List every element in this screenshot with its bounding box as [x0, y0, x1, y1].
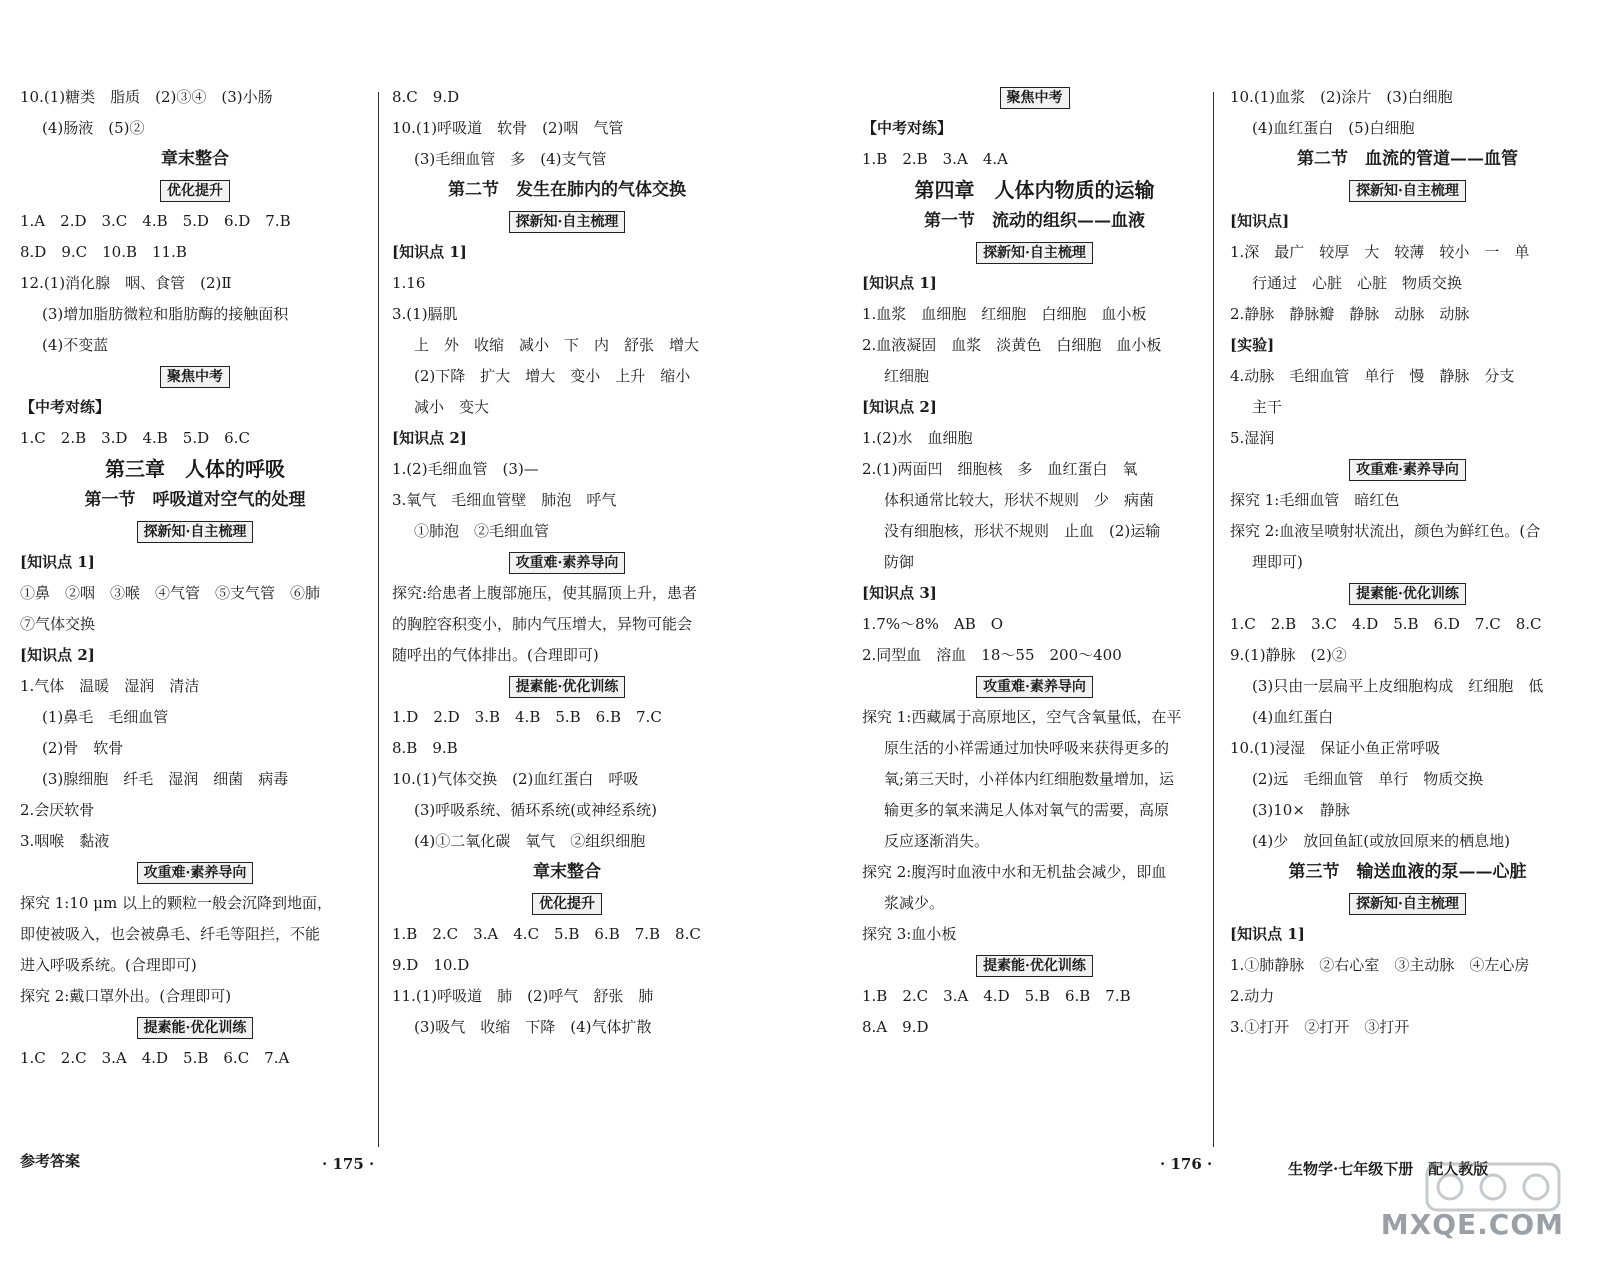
answer-line: ⑦气体交换 [20, 615, 96, 633]
answer-line: (3)吸气 收缩 下降 (4)气体扩散 [414, 1018, 652, 1036]
column-4 [1230, 82, 1585, 1043]
answer-line: (1)鼻毛 毛细血管 [42, 708, 169, 726]
answer-line: 3.①打开 ②打开 ③打开 [1230, 1018, 1410, 1036]
answer-line: 9.(1)静脉 (2)② [1230, 646, 1347, 664]
answer-line: 探究 1:毛细血管 暗红色 [1230, 491, 1400, 509]
answer-line: 10.(1)浸湿 保证小鱼正常呼吸 [1230, 739, 1441, 757]
section-title: 第一节 流动的组织——血液 [924, 211, 1145, 231]
section-box-wrap [1230, 175, 1585, 206]
knowledge-tag: [知识点 1] [862, 274, 937, 292]
answer-line: 2.同型血 溶血 18～55 200～400 [862, 646, 1122, 664]
answer-line: 反应逐渐消失。 [884, 832, 990, 850]
column-divider-left-page [378, 92, 379, 1147]
answer-line: (2)骨 软骨 [42, 739, 124, 757]
answer-line: (2)下降 扩大 增大 变小 上升 缩小 [414, 367, 691, 385]
section-box-label: 提素能·优化训练 [1349, 583, 1466, 605]
section-box-wrap [20, 516, 370, 547]
answer-line: 8.C 9.D [392, 88, 460, 106]
section-box-wrap [20, 857, 370, 888]
answer-line: 1.深 最广 较厚 大 较薄 较小 一 单 [1230, 243, 1530, 261]
answer-line: 1.①肺静脉 ②右心室 ③主动脉 ④左心房 [1230, 956, 1530, 974]
section-box-wrap [1230, 578, 1585, 609]
answer-line: ①鼻 ②咽 ③喉 ④气管 ⑤支气管 ⑥肺 [20, 584, 321, 602]
section-box-label: 攻重难·素养导向 [137, 862, 254, 884]
section-box-wrap [20, 175, 370, 206]
answer-line: 即使被吸入，也会被鼻毛、纤毛等阻拦，不能 [20, 925, 321, 943]
section-box-label: 优化提升 [532, 893, 602, 915]
section-box-wrap [862, 82, 1207, 113]
section-title: 章末整合 [161, 149, 229, 169]
answer-line: (3)10× 静脉 [1252, 801, 1350, 819]
section-box-wrap [392, 671, 742, 702]
answer-line: 2.会厌软骨 [20, 801, 95, 819]
answer-line: (3)增加脂肪微粒和脂肪酶的接触面积 [42, 305, 289, 323]
answer-line: 3.氧气 毛细血管壁 肺泡 呼气 [392, 491, 617, 509]
answer-line: 的胸腔容积变小，肺内气压增大，异物可能会 [392, 615, 693, 633]
answer-line: 5.湿润 [1230, 429, 1275, 447]
answer-line: 探究:给患者上腹部施压，使其膈顶上升，患者 [392, 584, 698, 602]
answer-line: (3)呼吸系统、循环系统(或神经系统) [414, 801, 657, 819]
answer-line: 1.C 2.B 3.D 4.B 5.D 6.C [20, 429, 250, 447]
answer-line: 主干 [1252, 398, 1283, 416]
answer-line: (3)毛细血管 多 (4)支气管 [414, 150, 607, 168]
section-title: 第三节 输送血液的泵——心脏 [1288, 862, 1527, 882]
footer-right-label: 生物学·七年级下册 配人教版 [1288, 1160, 1489, 1178]
section-box-label: 攻重难·素养导向 [976, 676, 1093, 698]
answer-line: 上 外 收缩 减小 下 内 舒张 增大 [414, 336, 700, 354]
answer-line: 12.(1)消化腺 咽、食管 (2)Ⅱ [20, 274, 232, 292]
section-box-wrap [862, 950, 1207, 981]
answer-line: ①肺泡 ②毛细血管 [414, 522, 550, 540]
answer-line: 1.B 2.C 3.A 4.C 5.B 6.B 7.B 8.C [392, 925, 701, 943]
answer-line: (3)腺细胞 纤毛 湿润 细菌 病毒 [42, 770, 289, 788]
section-box-label: 攻重难·素养导向 [1349, 459, 1466, 481]
answer-line: (2)远 毛细血管 单行 物质交换 [1252, 770, 1484, 788]
answer-line: 4.动脉 毛细血管 单行 慢 静脉 分支 [1230, 367, 1515, 385]
section-box-wrap [20, 1012, 370, 1043]
answer-line: 随呼出的气体排出。(合理即可) [392, 646, 599, 664]
answer-line: 探究 2:戴口罩外出。(合理即可) [20, 987, 232, 1005]
answer-line: (4)少 放回鱼缸(或放回原来的栖息地) [1252, 832, 1510, 850]
answer-line: 1.C 2.C 3.A 4.D 5.B 6.C 7.A [20, 1049, 290, 1067]
answer-line: 1.(2)水 血细胞 [862, 429, 973, 447]
section-box-label: 探新知·自主梳理 [137, 521, 254, 543]
answer-line: 1.D 2.D 3.B 4.B 5.B 6.B 7.C [392, 708, 662, 726]
section-box-label: 探新知·自主梳理 [1349, 180, 1466, 202]
answer-line: 探究 2:血液呈喷射状流出，颜色为鲜红色。(合 [1230, 522, 1541, 540]
section-title: 第一节 呼吸道对空气的处理 [84, 490, 306, 510]
section-title: 第二节 血流的管道——血管 [1297, 149, 1518, 169]
section-box-wrap [862, 671, 1207, 702]
section-box-label: 攻重难·素养导向 [509, 552, 626, 574]
page-number-right: · 176 · [1160, 1155, 1213, 1173]
answer-line: 探究 1:西藏属于高原地区，空气含氧量低，在平 [862, 708, 1182, 726]
answer-line: 原生活的小祥需通过加快呼吸来获得更多的 [884, 739, 1170, 757]
answer-line: 2.动力 [1230, 987, 1275, 1005]
watermark-text: MXQE.COM [1380, 1208, 1564, 1241]
answer-line: 1.B 2.B 3.A 4.A [862, 150, 1008, 168]
section-box-wrap [20, 361, 370, 392]
section-box-wrap [1230, 454, 1585, 485]
answer-line: (3)只由一层扁平上皮细胞构成 红细胞 低 [1252, 677, 1544, 695]
answer-line: 10.(1)血浆 (2)涂片 (3)白细胞 [1230, 88, 1453, 106]
knowledge-tag: [知识点 1] [1230, 925, 1305, 943]
section-box-label: 聚焦中考 [160, 366, 230, 388]
knowledge-tag: [实验] [1230, 336, 1275, 354]
knowledge-tag: [知识点 1] [392, 243, 467, 261]
answer-line: 没有细胞核，形状不规则 止血 (2)运输 [884, 522, 1161, 540]
answer-line: 行通过 心脏 心脏 物质交换 [1252, 274, 1463, 292]
answer-line: 1.7%～8% AB O [862, 615, 1004, 633]
answer-line: 2.血液凝固 血浆 淡黄色 白细胞 血小板 [862, 336, 1162, 354]
answer-line: 3.(1)膈肌 [392, 305, 458, 323]
answer-line: 输更多的氧来满足人体对氧气的需要，高原 [884, 801, 1170, 819]
column-3 [862, 82, 1207, 1043]
section-box-wrap [862, 237, 1207, 268]
answer-line: 1.C 2.B 3.C 4.D 5.B 6.D 7.C 8.C [1230, 615, 1542, 633]
knowledge-tag: [知识点 3] [862, 584, 937, 602]
section-box-label: 探新知·自主梳理 [976, 242, 1093, 264]
answer-line: 10.(1)呼吸道 软骨 (2)咽 气管 [392, 119, 624, 137]
answer-line: (4)血红蛋白 (5)白细胞 [1252, 119, 1415, 137]
section-box-label: 提素能·优化训练 [137, 1017, 254, 1039]
answer-line: 10.(1)糖类 脂质 (2)③④ (3)小肠 [20, 88, 273, 106]
column-divider-right-page [1213, 92, 1214, 1147]
knowledge-tag: [知识点] [1230, 212, 1290, 230]
answer-line: 2.(1)两面凹 细胞核 多 血红蛋白 氧 [862, 460, 1138, 478]
knowledge-tag: [知识点 2] [392, 429, 467, 447]
answer-line: 8.D 9.C 10.B 11.B [20, 243, 187, 261]
section-title: 第二节 发生在肺内的气体交换 [448, 180, 686, 200]
answer-line: 浆减少。 [884, 894, 945, 912]
answer-line: 减小 变大 [414, 398, 490, 416]
answer-line: 1.B 2.C 3.A 4.D 5.B 6.B 7.B [862, 987, 1131, 1005]
chapter-title: 第四章 人体内物质的运输 [914, 178, 1155, 202]
answer-line: (4)①二氧化碳 氧气 ②组织细胞 [414, 832, 646, 850]
section-box-label: 优化提升 [160, 180, 230, 202]
section-title: 章末整合 [533, 862, 601, 882]
answer-line: 8.A 9.D [862, 1018, 929, 1036]
section-box-label: 提素能·优化训练 [976, 955, 1093, 977]
answer-line: 探究 2:腹泻时血液中水和无机盐会减少，即血 [862, 863, 1167, 881]
answer-line: 1.(2)毛细血管 (3)— [392, 460, 539, 478]
section-box-wrap [392, 547, 742, 578]
knowledge-tag: [知识点 1] [20, 553, 95, 571]
answer-line: (4)不变蓝 [42, 336, 109, 354]
section-box-label: 聚焦中考 [1000, 87, 1070, 109]
answer-line: 9.D 10.D [392, 956, 470, 974]
answer-line: (4)肠液 (5)② [42, 119, 145, 137]
section-box-label: 提素能·优化训练 [509, 676, 626, 698]
knowledge-tag: [知识点 2] [20, 646, 95, 664]
answer-line: 探究 3:血小板 [862, 925, 957, 943]
answer-line: 氧;第三天时，小祥体内红细胞数量增加，运 [884, 770, 1175, 788]
answer-line: 探究 1:10 μm 以上的颗粒一般会沉降到地面， [20, 894, 332, 912]
answer-line: 进入呼吸系统。(合理即可) [20, 956, 197, 974]
answer-line: 8.B 9.B [392, 739, 458, 757]
footer-left-label: 参考答案 [20, 1152, 81, 1170]
chapter-title: 第三章 人体的呼吸 [105, 457, 285, 481]
answer-line: 理即可) [1252, 553, 1303, 571]
knowledge-tag: [知识点 2] [862, 398, 937, 416]
answer-line: (4)血红蛋白 [1252, 708, 1334, 726]
answer-line: 1.16 [392, 274, 426, 292]
answer-line: 2.静脉 静脉瓣 静脉 动脉 动脉 [1230, 305, 1470, 323]
column-1 [20, 82, 370, 1074]
section-box-label: 探新知·自主梳理 [509, 211, 626, 233]
answer-line: 3.咽喉 黏液 [20, 832, 110, 850]
section-box-label: 探新知·自主梳理 [1349, 893, 1466, 915]
answer-line: 11.(1)呼吸道 肺 (2)呼气 舒张 肺 [392, 987, 654, 1005]
section-box-wrap [392, 888, 742, 919]
answer-line: 1.A 2.D 3.C 4.B 5.D 6.D 7.B [20, 212, 291, 230]
answer-line: 1.气体 温暖 湿润 清洁 [20, 677, 200, 695]
answer-line: 10.(1)气体交换 (2)血红蛋白 呼吸 [392, 770, 639, 788]
page-number-left: · 175 · [322, 1155, 375, 1173]
section-box-wrap [392, 206, 742, 237]
answer-line: 1.血浆 血细胞 红细胞 白细胞 血小板 [862, 305, 1147, 323]
knowledge-tag: 【中考对练】 [20, 398, 111, 416]
answer-line: 防御 [884, 553, 915, 571]
column-2 [392, 82, 742, 1043]
section-box-wrap [1230, 888, 1585, 919]
answer-line: 红细胞 [884, 367, 930, 385]
knowledge-tag: 【中考对练】 [862, 119, 953, 137]
answer-line: 体积通常比较大，形状不规则 少 病菌 [884, 491, 1155, 509]
